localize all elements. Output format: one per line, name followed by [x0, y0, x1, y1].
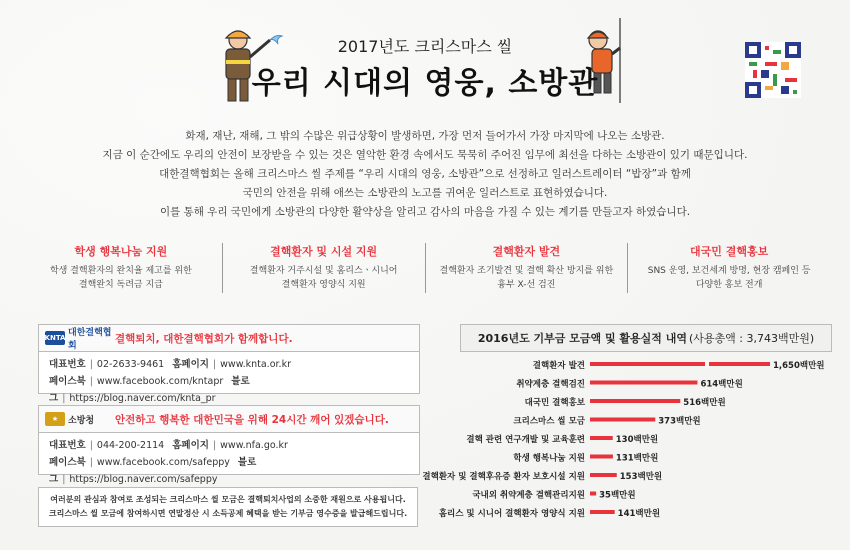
- chart-bar: [590, 492, 596, 496]
- page-title: 우리 시대의 영웅, 소방관: [251, 66, 599, 101]
- chart-bar: [590, 418, 655, 422]
- chart-value-label: 516백만원: [683, 398, 726, 408]
- intro-line: 화재, 재난, 재해, 그 밖의 수많은 위급상황이 발생하면, 가장 먼저 들어가서 가장 마지막에 나오는 소방관.: [185, 130, 665, 142]
- fund-use-item: [627, 243, 830, 293]
- chart-category-label: 취약계층 결핵검진: [516, 379, 585, 390]
- chart-value-label: 130백만원: [615, 435, 659, 445]
- knta-blog-link[interactable]: https://blog.naver.com/knta_pr: [69, 393, 216, 404]
- knta-contact-info: 대표번호 | 02-2633-9461 홈페이지 | www.knta.or.kr 페이스북 | www.facebook.com/kntapr 블로그 | https://blog.naver.com/knta_pr: [49, 359, 291, 404]
- knta-slogan: 결핵퇴치, 대한결핵협회가 함께합니다.: [115, 332, 293, 345]
- nfa-slogan: 안전하고 행복한 대한민국을 위해 24시간 깨어 있겠습니다.: [115, 413, 389, 426]
- chart-category-label: 대국민 결핵홍보: [524, 398, 585, 408]
- chart-value-label: 131백만원: [615, 453, 659, 464]
- chart-value-label: 141백만원: [617, 509, 661, 519]
- fund-use-item: [20, 243, 222, 293]
- chart-value-label: 614백만원: [700, 379, 743, 390]
- notice-line: 크리스마스 씰 모금에 참여하시면 연말정산 시 소득공제 혜택을 받는 기부금 영수증을 발급해드립니다.: [48, 509, 408, 518]
- knta-contact-box: [38, 324, 420, 404]
- nfa-contact-info: 대표번호 | 044-200-2114 홈페이지 | www.nfa.go.kr 페이스북 | www.facebook.com/safeppy 블로그 | https://blog.naver.com/safeppy: [49, 440, 288, 485]
- nfa-facebook-link[interactable]: www.facebook.com/safeppy: [96, 457, 230, 468]
- chart-title: 2016년도 기부금 모금액 및 활용실적 내역: [477, 332, 687, 345]
- chart-category-label: 결핵환자 및 결핵후유증 환자 보호시설 지원: [422, 472, 585, 482]
- donation-usage-chart: [422, 355, 830, 530]
- page-subtitle: 2017년도 크리스마스 씰: [337, 37, 513, 56]
- chart-category-label: 크리스마스 씰 모금: [513, 416, 585, 427]
- knta-logo: KNTA 대한결핵협회: [44, 328, 112, 351]
- fund-use-item: [222, 243, 425, 293]
- intro-line: 국민의 안전을 위해 애쓰는 소방관의 노고를 귀여운 일러스트로 표현하였습니다.: [242, 187, 608, 199]
- fund-use-title: 학생 행복나눔 지원: [74, 245, 168, 258]
- nfa-emblem-icon: ★: [45, 412, 65, 426]
- chart-bar: [590, 455, 613, 459]
- nfa-blog-link[interactable]: https://blog.naver.com/safeppy: [69, 474, 218, 485]
- nfa-logo: ★ 소방청: [45, 410, 115, 428]
- fund-use-desc: 학생 결핵환자의 완치율 제고를 위한 결핵완치 독려금 지급: [49, 266, 192, 290]
- chart-value-label: 153백만원: [619, 472, 663, 482]
- fund-use-item: [425, 243, 628, 293]
- knta-homepage-link[interactable]: www.knta.or.kr: [220, 359, 291, 370]
- chart-category-label: 홈리스 및 시니어 결핵환자 영양식 지원: [438, 509, 585, 519]
- fund-uses: [20, 243, 830, 293]
- knta-phone: 02-2633-9461: [96, 359, 165, 370]
- chart-total-note: (사용총액 : 3,743백만원): [689, 332, 815, 345]
- chart-bar: [590, 362, 770, 366]
- chart-bar: [590, 399, 680, 403]
- fund-use-title: 결핵환자 및 시설 지원: [270, 245, 378, 258]
- nfa-homepage-link[interactable]: www.nfa.go.kr: [220, 440, 288, 451]
- chart-category-label: 결핵환자 발견: [532, 361, 585, 371]
- chart-axis-break: [705, 360, 709, 368]
- chart-category-label: 학생 행복나눔 지원: [513, 453, 585, 464]
- chart-value-label: 373백만원: [658, 416, 701, 427]
- chart-value-label: 35백만원: [599, 490, 636, 501]
- fund-use-desc: 결핵환자 조기발견 및 결핵 확산 방지를 위한 흉부 X-선 검진: [439, 266, 614, 290]
- chart-bar: [590, 510, 615, 514]
- knta-header: [39, 325, 419, 352]
- nfa-header: [39, 406, 419, 433]
- notice-line: 여러분의 관심과 참여로 조성되는 크리스마스 씰 모금은 결핵퇴치사업의 소중한 재원으로 사용됩니다.: [50, 495, 406, 504]
- fund-use-desc: 결핵환자 거주시설 및 홈리스ㆍ시니어 결핵환자 영양식 지원: [249, 266, 398, 290]
- intro-line: 이를 통해 우리 국민에게 소방관의 다양한 활약상을 알리고 감사의 마음을 가질 수 있는 계기를 만들고자 하였습니다.: [159, 206, 691, 218]
- chart-bar: [590, 381, 697, 385]
- nfa-phone: 044-200-2114: [96, 440, 165, 451]
- chart-bar: [590, 473, 617, 477]
- fund-use-title: 대국민 결핵홍보: [690, 245, 769, 258]
- chart-value-label: 1,650백만원: [773, 361, 825, 371]
- chart-category-label: 결핵 관련 연구개발 및 교육훈련: [466, 435, 585, 445]
- chart-category-label: 국내외 취약계층 결핵관리지원: [472, 490, 585, 501]
- intro-line: 대한결핵협회는 올해 크리스마스 씰 주제를 “우리 시대의 영웅, 소방관”으로 선정하고 일러스트레이터 “밥장”과 함께: [159, 168, 691, 180]
- intro-text: [60, 127, 790, 222]
- knta-facebook-link[interactable]: www.facebook.com/kntapr: [96, 376, 224, 387]
- intro-line: 지금 이 순간에도 우리의 안전이 보장받을 수 있는 것은 열악한 환경 속에서도 묵묵히 주어진 임무에 최선을 다하는 소방관이 있기 때문입니다.: [102, 149, 748, 161]
- fund-use-desc: SNS 운영, 보건세계 방명, 현장 캠페인 등 다양한 홍보 전개: [647, 266, 811, 290]
- chart-heading: [460, 324, 832, 352]
- fund-use-title: 결핵환자 발견: [492, 245, 561, 258]
- nfa-contact-box: [38, 405, 420, 485]
- knta-logo-mark: KNTA: [45, 331, 65, 345]
- donation-notice: [38, 487, 418, 527]
- chart-bar: [590, 436, 613, 440]
